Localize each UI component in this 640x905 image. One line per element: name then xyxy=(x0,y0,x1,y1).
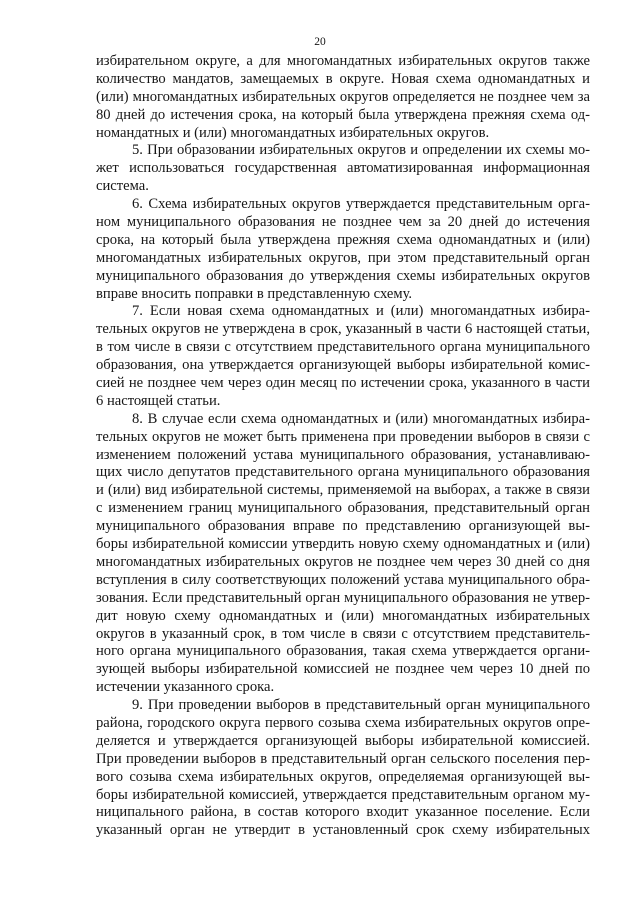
text-line: и (или) вид избирательной системы, применяемой на выборах, а также в связи xyxy=(96,482,590,499)
text-line: количество мандатов, замещаемых в округе. Новая схема одномандатных и xyxy=(96,70,590,87)
text-line: 9. При проведении выборов в представительный орган муниципального xyxy=(132,697,590,714)
text-line: срока, на который была утверждена прежняя схема одномандатных и (или) xyxy=(96,231,590,248)
text-line: изменением положений устава муниципального образования, устанавливаю- xyxy=(96,446,590,463)
document-body xyxy=(96,53,590,840)
text-line: муниципального образования вправе по представлению организующей вы- xyxy=(96,518,590,535)
text-line: вправе вносить поправки в представленную схему. xyxy=(96,285,413,302)
text-line: боры избирательной комиссии утвердить новую схему одномандатных и (или) xyxy=(96,536,590,553)
text-line: тельных округов не утверждена в срок, указанный в части 6 настоящей статьи, xyxy=(96,321,590,338)
text-line: 6 настоящей статьи. xyxy=(96,392,221,409)
text-line: ном муниципального образования не позднее чем за 20 дней до истечения xyxy=(96,214,590,231)
text-line: образования, она утверждается организующей выборы избирательной комис- xyxy=(96,357,590,374)
text-line: деляется и утверждается организующей выборы избирательной комиссией. xyxy=(96,732,590,749)
text-line: (или) многомандатных избирательных округов определяется не позднее чем за xyxy=(96,88,590,105)
text-line: зования. Если представительный орган муниципального образования не утвер- xyxy=(96,589,590,606)
text-line: 7. Если новая схема одномандатных и (или) многомандатных избира- xyxy=(132,303,590,320)
text-line: 8. В случае если схема одномандатных и (или) многомандатных избира- xyxy=(132,410,590,427)
text-line: многомандатных избирательных округов не позднее чем через 30 дней со дня xyxy=(96,553,590,570)
text-line: многомандатных избирательных округов, при этом представительный орган xyxy=(96,249,590,266)
text-line: района, городского округа первого созыва схема избирательных округов опре- xyxy=(96,714,590,731)
text-line: с изменением границ муниципального образования, представительный орган xyxy=(96,500,590,517)
text-line: тельных округов не может быть применена при проведении выборов в связи с xyxy=(96,428,590,445)
text-line: система. xyxy=(96,178,149,195)
text-line: При проведении выборов в представительный орган сельского поселения пер- xyxy=(96,750,590,767)
text-line: истечении указанного срока. xyxy=(96,679,275,696)
text-line: дит новую схему одномандатных и (или) многомандатных избирательных xyxy=(96,607,590,624)
text-line: вого созыва схема избирательных округов, определяемая организующей вы- xyxy=(96,768,590,785)
text-line: номандатных и (или) многомандатных избирательных округов. xyxy=(96,124,490,141)
text-line: 80 дней до истечения срока, на который была утверждена прежняя схема од- xyxy=(96,106,590,123)
text-line: 6. Схема избирательных округов утверждается представительным орга- xyxy=(132,196,590,213)
text-line: щих число депутатов представительного органа муниципального образования xyxy=(96,464,590,481)
text-line: в том числе в связи с отсутствием представительного органа муниципального xyxy=(96,339,590,356)
text-line: округов в указанный срок, в том числе в связи с отсутствием представитель- xyxy=(96,625,590,642)
text-line: боры избирательной комиссией, утверждается представительным органом му- xyxy=(96,786,590,803)
text-line: избирательном округе, а для многомандатных избирательных округов также xyxy=(96,53,590,69)
text-line: зующей выборы избирательной комиссией не позднее чем через 10 дней по xyxy=(96,661,590,678)
text-line: 5. При образовании избирательных округов и определении их схемы мо- xyxy=(132,142,590,159)
page-number: 20 xyxy=(314,36,326,48)
text-line: сией не позднее чем через один месяц по истечении срока, указанного в части xyxy=(96,375,590,392)
text-line: ного органа муниципального образования, такая схема утверждается органи- xyxy=(96,643,590,660)
text-line: ниципального района, в состав которого входит указанное поселение. Если xyxy=(96,804,590,821)
text-line: муниципального образования до утверждения схемы избирательных округов xyxy=(96,267,590,284)
text-line: жет использоваться государственная автоматизированная информационная xyxy=(96,160,590,177)
text-line: вступления в силу соответствующих положений устава муниципального обра- xyxy=(96,571,590,588)
text-line: указанный орган не утвердит в установленный срок схему избирательных xyxy=(96,822,590,839)
